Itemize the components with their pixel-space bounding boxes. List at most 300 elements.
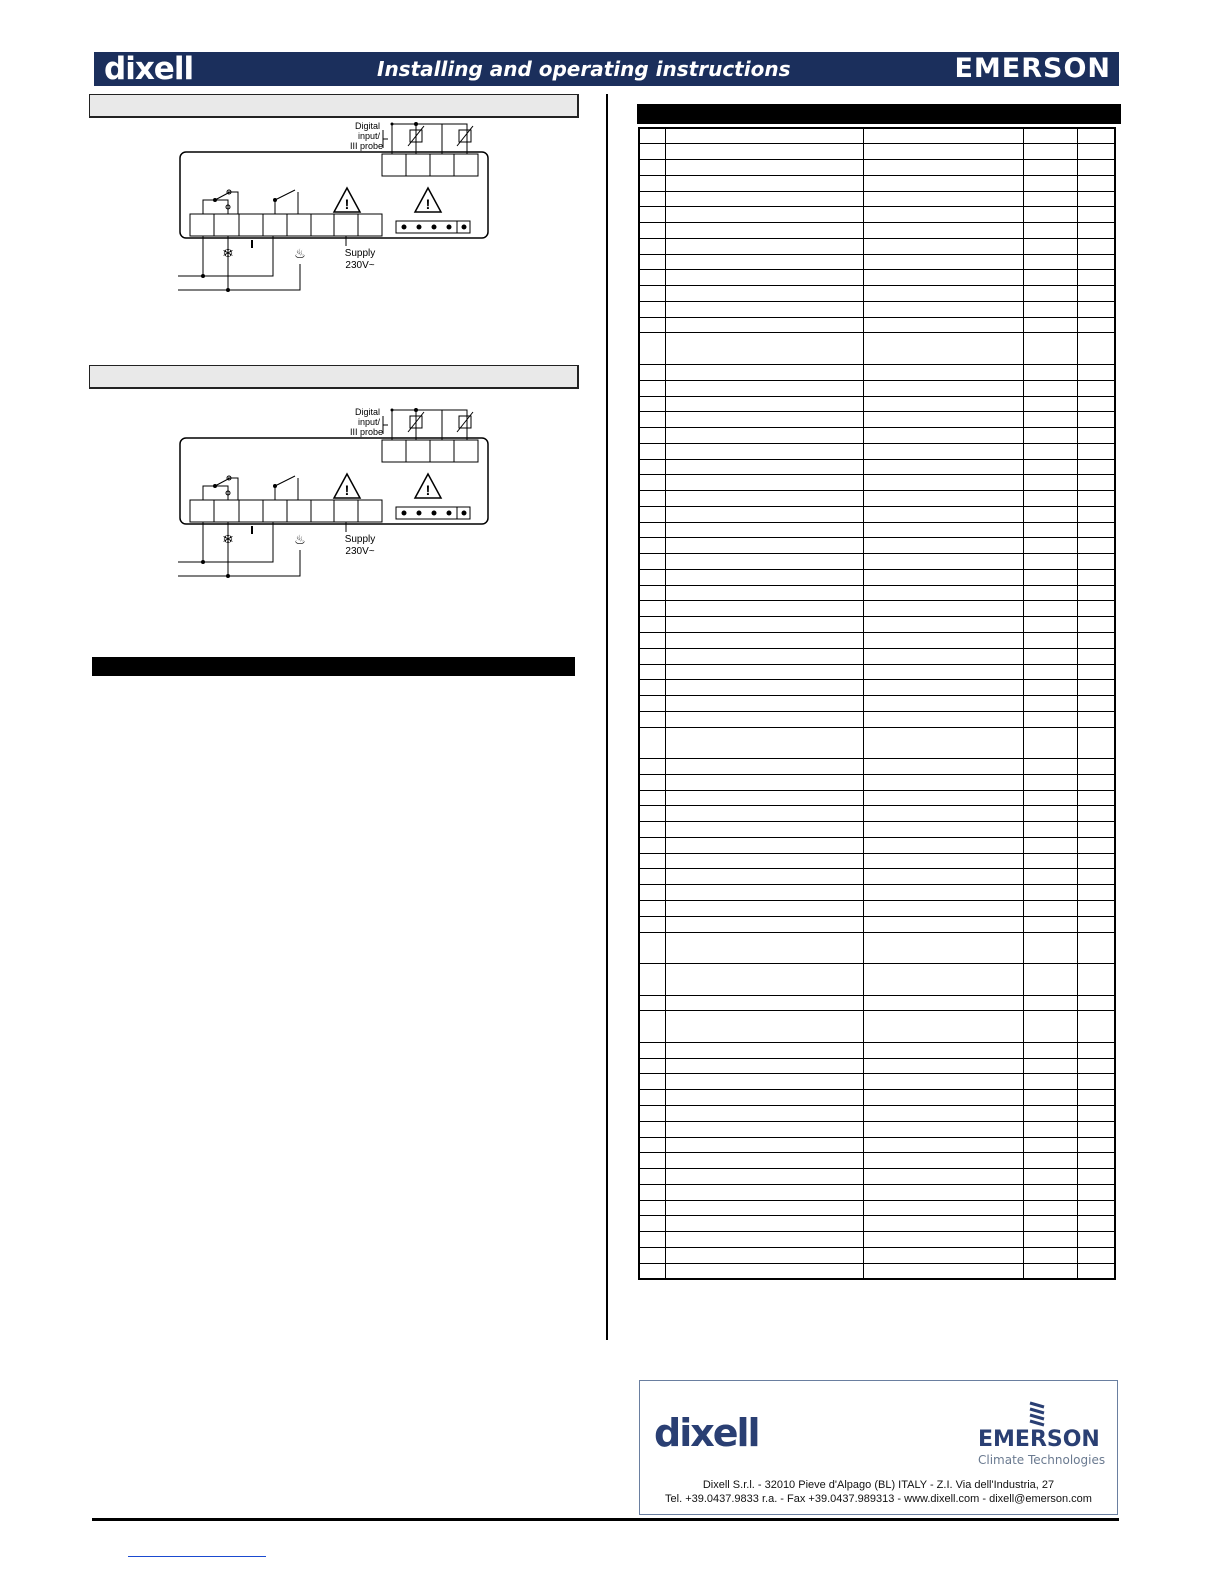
table-cell [639, 727, 665, 759]
table-cell [864, 223, 1023, 239]
table-cell [665, 506, 864, 522]
table-cell [1023, 585, 1077, 601]
table-cell [1078, 396, 1115, 412]
table-cell [1078, 538, 1115, 554]
table-cell [864, 364, 1023, 380]
table-row [639, 301, 1115, 317]
table-cell [665, 128, 864, 144]
table-cell [639, 1011, 665, 1043]
table-cell [864, 601, 1023, 617]
table-cell [1023, 1105, 1077, 1121]
table-cell [639, 443, 665, 459]
table-cell [639, 380, 665, 396]
section-header-1 [89, 94, 579, 118]
table-cell [864, 254, 1023, 270]
table-cell [864, 1074, 1023, 1090]
table-cell [1078, 1011, 1115, 1043]
table-cell [665, 696, 864, 712]
table-row [639, 175, 1115, 191]
table-cell [665, 601, 864, 617]
table-row [639, 837, 1115, 853]
table-cell [1078, 364, 1115, 380]
table-row [639, 995, 1115, 1011]
table-cell [864, 585, 1023, 601]
table-row [639, 191, 1115, 207]
table-cell [1023, 759, 1077, 775]
table-cell [665, 822, 864, 838]
table-cell [639, 506, 665, 522]
table-row [639, 916, 1115, 932]
table-cell [864, 1247, 1023, 1263]
table-cell [1078, 759, 1115, 775]
table-cell [1078, 617, 1115, 633]
table-row [639, 1105, 1115, 1121]
table-cell [1023, 964, 1077, 996]
table-cell [864, 144, 1023, 160]
table-cell [1023, 1090, 1077, 1106]
table-cell [864, 522, 1023, 538]
table-cell [864, 317, 1023, 333]
table-cell [1078, 727, 1115, 759]
table-cell [864, 885, 1023, 901]
table-cell [639, 759, 665, 775]
table-cell [1023, 1184, 1077, 1200]
table-cell [864, 238, 1023, 254]
table-cell [1078, 254, 1115, 270]
table-cell [1078, 333, 1115, 365]
table-cell [1023, 254, 1077, 270]
table-row [639, 1184, 1115, 1200]
table-row [639, 554, 1115, 570]
table-cell [665, 238, 864, 254]
table-cell [1023, 428, 1077, 444]
table-cell [1023, 554, 1077, 570]
table-cell [864, 680, 1023, 696]
footer-brand-box [639, 1380, 1118, 1515]
table-row [639, 601, 1115, 617]
table-cell [1023, 601, 1077, 617]
table-cell [864, 1263, 1023, 1279]
table-cell [1078, 869, 1115, 885]
table-cell [1023, 932, 1077, 964]
digital-label-line1: Digital [354, 121, 380, 131]
column-divider [606, 94, 608, 1340]
table-row [639, 1247, 1115, 1263]
table-row [639, 1263, 1115, 1279]
table-cell [639, 364, 665, 380]
table-cell [1023, 1137, 1077, 1153]
table-cell [1078, 207, 1115, 223]
table-row [639, 617, 1115, 633]
table-row [639, 664, 1115, 680]
table-cell [864, 790, 1023, 806]
table-row [639, 633, 1115, 649]
table-cell [1078, 1200, 1115, 1216]
table-cell [1023, 1247, 1077, 1263]
table-cell [639, 223, 665, 239]
table-cell [864, 1200, 1023, 1216]
voltage-label: 230V~ [345, 260, 375, 271]
table-row [639, 160, 1115, 176]
table-cell [864, 554, 1023, 570]
table-cell [639, 1263, 665, 1279]
table-row [639, 585, 1115, 601]
table-cell [639, 475, 665, 491]
table-cell [639, 538, 665, 554]
table-row [639, 1058, 1115, 1074]
table-cell [665, 1232, 864, 1248]
table-cell [864, 617, 1023, 633]
emerson-mark-icon [1026, 1399, 1048, 1427]
table-cell [665, 617, 864, 633]
table-cell [639, 1074, 665, 1090]
svg-text:❄: ❄ [222, 531, 234, 547]
table-cell [864, 696, 1023, 712]
table-cell [639, 1184, 665, 1200]
table-cell [864, 412, 1023, 428]
table-cell [1078, 585, 1115, 601]
table-cell [864, 1090, 1023, 1106]
table-row [639, 869, 1115, 885]
table-cell [1078, 1074, 1115, 1090]
table-cell [1023, 680, 1077, 696]
table-cell [864, 191, 1023, 207]
table-cell [864, 207, 1023, 223]
table-cell [1023, 901, 1077, 917]
table-cell [1023, 1216, 1077, 1232]
svg-text:♨: ♨ [294, 532, 306, 547]
table-cell [665, 254, 864, 270]
table-cell [864, 160, 1023, 176]
digital-label-line1: Digital [354, 407, 380, 417]
table-cell [864, 459, 1023, 475]
table-cell [639, 569, 665, 585]
table-cell [1078, 491, 1115, 507]
table-cell [639, 774, 665, 790]
table-cell [864, 128, 1023, 144]
table-cell [1078, 317, 1115, 333]
table-row [639, 648, 1115, 664]
table-cell [639, 396, 665, 412]
table-cell [665, 364, 864, 380]
table-cell [1023, 317, 1077, 333]
table-cell [1078, 1153, 1115, 1169]
table-cell [1023, 837, 1077, 853]
table-cell [864, 428, 1023, 444]
table-cell [1078, 1105, 1115, 1121]
table-cell [665, 569, 864, 585]
table-cell [639, 1216, 665, 1232]
table-cell [1023, 522, 1077, 538]
table-cell [665, 412, 864, 428]
table-row [639, 412, 1115, 428]
table-cell [1078, 901, 1115, 917]
table-cell [1023, 916, 1077, 932]
table-cell [665, 1200, 864, 1216]
table-cell [665, 380, 864, 396]
table-cell [665, 806, 864, 822]
wiring-diagram-2 [170, 404, 500, 584]
table-cell [665, 932, 864, 964]
table-cell [639, 128, 665, 144]
table-row [639, 270, 1115, 286]
table-cell [864, 995, 1023, 1011]
table-cell [1078, 144, 1115, 160]
table-cell [1078, 191, 1115, 207]
table-cell [1023, 995, 1077, 1011]
table-cell [665, 160, 864, 176]
table-cell [639, 1153, 665, 1169]
supply-label: Supply [344, 248, 376, 259]
digital-label-line3: III probe [349, 141, 383, 151]
table-cell [864, 475, 1023, 491]
table-cell [639, 1232, 665, 1248]
table-cell [1023, 191, 1077, 207]
table-cell [665, 286, 864, 302]
table-cell [864, 711, 1023, 727]
svg-text:!: ! [425, 196, 431, 212]
table-row [639, 711, 1115, 727]
table-cell [639, 790, 665, 806]
table-cell [639, 601, 665, 617]
table-cell [639, 869, 665, 885]
supply-label: Supply [344, 534, 376, 545]
table-cell [864, 1121, 1023, 1137]
table-cell [864, 506, 1023, 522]
table-cell [1078, 286, 1115, 302]
wiring-diagram-1 [170, 118, 500, 298]
table-cell [864, 175, 1023, 191]
table-cell [864, 822, 1023, 838]
table-cell [1023, 301, 1077, 317]
table-cell [1078, 1042, 1115, 1058]
table-cell [1023, 207, 1077, 223]
table-cell [639, 175, 665, 191]
parameter-table [638, 127, 1116, 1280]
table-cell [1078, 633, 1115, 649]
digital-label-line2: input/ [357, 131, 380, 141]
table-cell [864, 333, 1023, 365]
document-title: Installing and operating instructions [377, 57, 791, 81]
voltage-label: 230V~ [345, 546, 375, 557]
table-cell [864, 443, 1023, 459]
table-row [639, 128, 1115, 144]
table-cell [864, 396, 1023, 412]
table-cell [665, 175, 864, 191]
table-cell [639, 1090, 665, 1106]
table-cell [864, 853, 1023, 869]
table-cell [1078, 964, 1115, 996]
table-cell [1023, 1153, 1077, 1169]
table-cell [639, 806, 665, 822]
table-cell [639, 1247, 665, 1263]
table-cell [864, 1011, 1023, 1043]
table-row [639, 964, 1115, 996]
table-cell [1023, 396, 1077, 412]
table-cell [1023, 506, 1077, 522]
table-cell [639, 238, 665, 254]
table-cell [665, 1137, 864, 1153]
table-row [639, 522, 1115, 538]
table-cell [639, 554, 665, 570]
table-cell [1023, 1121, 1077, 1137]
table-cell [639, 711, 665, 727]
table-cell [665, 1169, 864, 1185]
table-cell [1023, 286, 1077, 302]
svg-text:!: ! [344, 196, 350, 212]
table-cell [1078, 664, 1115, 680]
table-cell [639, 1137, 665, 1153]
table-cell [639, 1058, 665, 1074]
table-cell [1078, 443, 1115, 459]
digital-label-line2: input/ [357, 417, 380, 427]
table-row [639, 1137, 1115, 1153]
table-cell [1023, 617, 1077, 633]
table-cell [665, 522, 864, 538]
table-cell [1023, 160, 1077, 176]
table-cell [864, 1232, 1023, 1248]
table-cell [665, 1184, 864, 1200]
table-cell [665, 223, 864, 239]
table-cell [639, 491, 665, 507]
table-row [639, 1090, 1115, 1106]
table-row [639, 333, 1115, 365]
table-cell [1078, 522, 1115, 538]
table-cell [1023, 364, 1077, 380]
table-cell [665, 901, 864, 917]
table-cell [864, 380, 1023, 396]
table-cell [1023, 869, 1077, 885]
table-cell [639, 837, 665, 853]
header-banner [94, 52, 1119, 86]
parameter-table-header [637, 104, 1121, 124]
table-cell [864, 538, 1023, 554]
table-row [639, 696, 1115, 712]
table-cell [665, 759, 864, 775]
table-cell [665, 664, 864, 680]
table-cell [639, 207, 665, 223]
table-cell [665, 1042, 864, 1058]
table-row [639, 901, 1115, 917]
table-cell [639, 853, 665, 869]
table-row [639, 223, 1115, 239]
table-row [639, 1011, 1115, 1043]
table-cell [665, 633, 864, 649]
table-cell [1078, 885, 1115, 901]
table-cell [1023, 822, 1077, 838]
table-cell [864, 1058, 1023, 1074]
table-cell [665, 727, 864, 759]
table-cell [1023, 633, 1077, 649]
table-cell [1023, 790, 1077, 806]
table-row [639, 317, 1115, 333]
table-cell [864, 1169, 1023, 1185]
table-cell [639, 916, 665, 932]
table-cell [639, 254, 665, 270]
table-row [639, 475, 1115, 491]
table-cell [1078, 223, 1115, 239]
table-cell [665, 443, 864, 459]
table-cell [639, 522, 665, 538]
table-cell [665, 995, 864, 1011]
table-cell [1078, 475, 1115, 491]
table-cell [1023, 1232, 1077, 1248]
table-cell [864, 569, 1023, 585]
table-cell [639, 1042, 665, 1058]
table-row [639, 774, 1115, 790]
table-cell [1023, 538, 1077, 554]
table-cell [665, 491, 864, 507]
table-cell [639, 286, 665, 302]
table-cell [1078, 822, 1115, 838]
table-cell [665, 1247, 864, 1263]
dixell-logo: dixell [104, 51, 194, 87]
table-row [639, 806, 1115, 822]
table-cell [665, 648, 864, 664]
table-row [639, 396, 1115, 412]
table-cell [1023, 270, 1077, 286]
table-row [639, 443, 1115, 459]
table-cell [1078, 696, 1115, 712]
table-cell [1078, 932, 1115, 964]
table-cell [1023, 443, 1077, 459]
table-cell [1078, 837, 1115, 853]
table-cell [665, 1090, 864, 1106]
table-cell [665, 554, 864, 570]
table-cell [1078, 128, 1115, 144]
table-cell [665, 964, 864, 996]
table-cell [1023, 806, 1077, 822]
table-cell [639, 633, 665, 649]
table-cell [864, 1216, 1023, 1232]
table-cell [864, 869, 1023, 885]
table-cell [665, 790, 864, 806]
table-cell [639, 144, 665, 160]
table-cell [1078, 1247, 1115, 1263]
table-row [639, 491, 1115, 507]
table-cell [665, 1058, 864, 1074]
table-cell [639, 964, 665, 996]
table-cell [864, 932, 1023, 964]
table-cell [1078, 1184, 1115, 1200]
table-row [639, 1216, 1115, 1232]
table-cell [1078, 412, 1115, 428]
svg-text:!: ! [425, 482, 431, 498]
table-cell [1023, 238, 1077, 254]
table-cell [1078, 1090, 1115, 1106]
table-cell [1023, 412, 1077, 428]
table-cell [1023, 1011, 1077, 1043]
table-row [639, 380, 1115, 396]
table-cell [864, 774, 1023, 790]
table-cell [864, 806, 1023, 822]
table-cell [1078, 238, 1115, 254]
table-cell [639, 1105, 665, 1121]
table-cell [639, 696, 665, 712]
table-cell [1078, 301, 1115, 317]
table-cell [864, 1042, 1023, 1058]
table-cell [1078, 1216, 1115, 1232]
table-cell [1078, 711, 1115, 727]
table-cell [1023, 175, 1077, 191]
table-cell [864, 1153, 1023, 1169]
digital-label-line3: III probe [349, 427, 383, 437]
footer-link-underline[interactable] [128, 1556, 266, 1557]
table-cell [864, 286, 1023, 302]
footer-rule [92, 1518, 1119, 1521]
table-cell [639, 1200, 665, 1216]
table-row [639, 459, 1115, 475]
